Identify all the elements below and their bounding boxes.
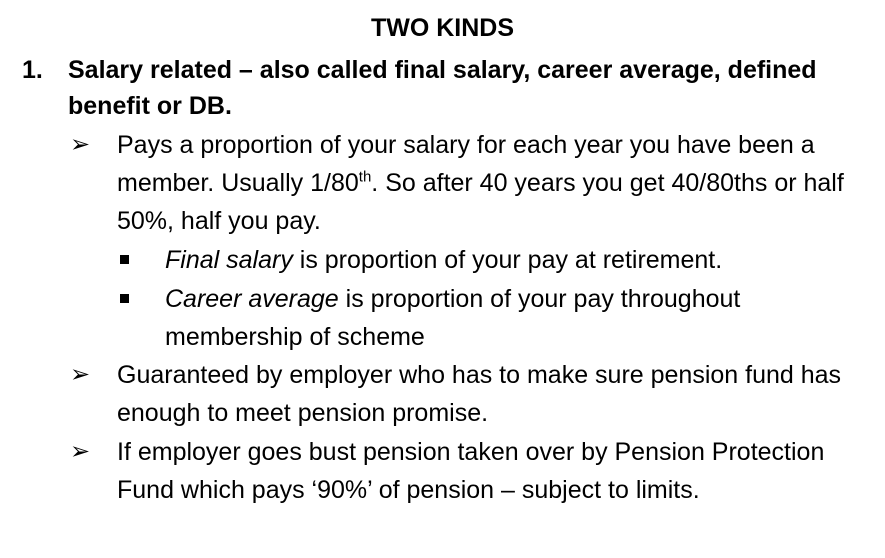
square-bullet-icon [120, 255, 129, 264]
item-number: 1. [22, 56, 43, 84]
bullet-text: If employer goes bust pension taken over by Pension Protection Fund which pays ‘90%’ of pension – subject to limits. [117, 438, 825, 504]
square-bullet-icon [120, 294, 129, 303]
bullet-text-part: Pays a proportion of your salary for each year you have been a member. Usually 1/80 [117, 131, 815, 197]
item-text: Salary related – also called final salary, career average, defined benefit or DB. [68, 56, 817, 120]
bullet-text-part: . So after 40 years you get 40/80ths or half 50%, half you pay. [117, 169, 844, 235]
slide-title: TWO KINDS [370, 14, 515, 42]
arrow-bullet-icon: ➢ [70, 438, 91, 465]
arrow-bullet-icon: ➢ [70, 361, 91, 388]
arrow-bullet-icon: ➢ [70, 131, 91, 158]
italic-term: Career average [165, 285, 339, 313]
sub-bullet-text [165, 241, 865, 279]
bullet-text: Guaranteed by employer who has to make sure pension fund has enough to meet pension promise. [117, 361, 842, 427]
sub-bullet-rest: is proportion of your pay at retirement. [292, 246, 723, 274]
superscript: th [358, 168, 372, 186]
bullet-text [117, 126, 857, 240]
sub-bullet-rest: is proportion of your pay throughout membership of scheme [165, 285, 741, 351]
sub-bullet-text [165, 280, 865, 356]
italic-term: Final salary [165, 246, 293, 274]
